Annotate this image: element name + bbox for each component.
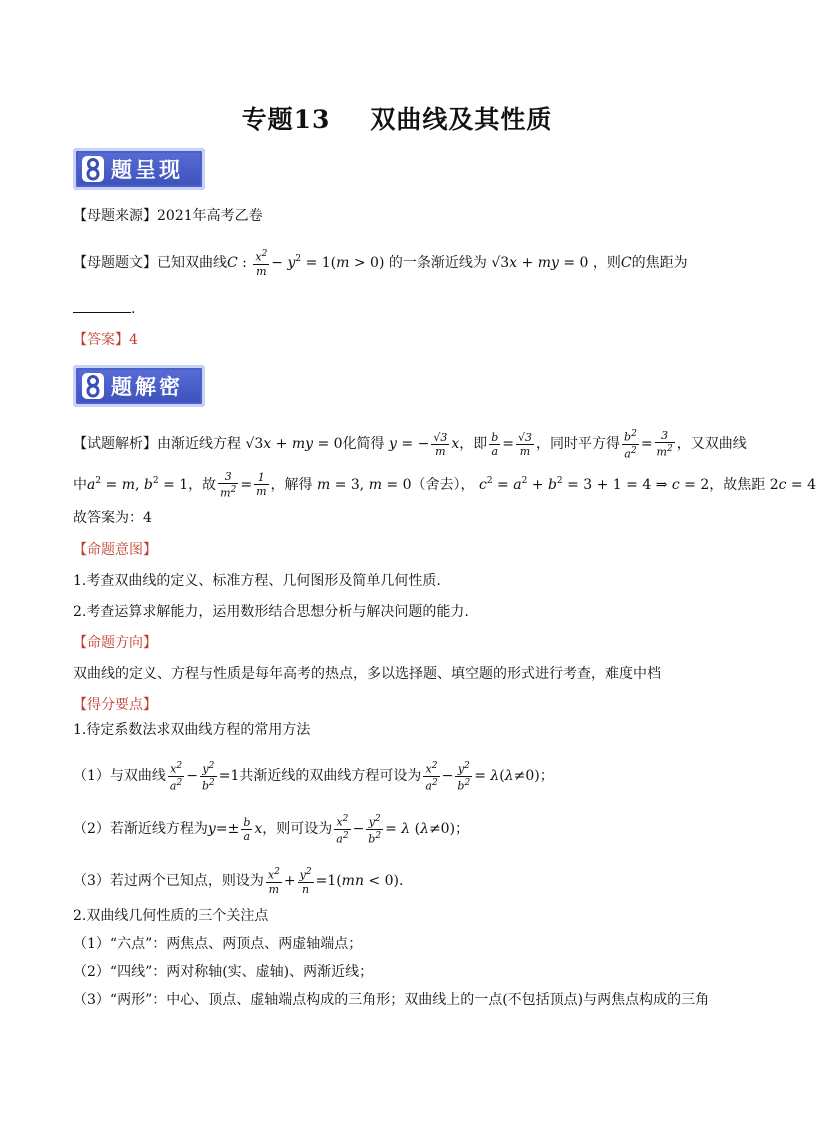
curve-label-2: C: [620, 254, 632, 271]
equation-frac: $\frac{x^2}{m}$: [255, 249, 268, 278]
source-tag: 【母题来源】: [73, 208, 157, 224]
analysis-text: （舍去），: [411, 476, 475, 493]
analysis-text: ，故焦距: [709, 476, 766, 493]
badge-present-label: 题呈现: [111, 158, 183, 182]
eight-icon: [81, 155, 105, 183]
points-text: （2）若渐近线方程为: [73, 821, 208, 838]
intent-item-2: 2.考查运算求解能力，运用数形结合思想分析与解决问题的能力.: [73, 604, 469, 620]
points-step-1: （1）与双曲线 $\frac{x^2}{a^2}$ − $\frac{y^2}{b^2}$ =1共渐近线的双曲线方程可设为 $\frac{x^2}{a^2}$ − $\frac{y^2}{b^2}$ = λ(λ≠0)；: [73, 761, 554, 793]
source-text: 2021年高考乙卷: [157, 208, 263, 224]
analysis-conclusion: 故答案为：4: [73, 510, 152, 526]
question-end: ，则: [592, 254, 621, 271]
question-tail: 的焦距为: [631, 254, 688, 271]
eight-icon: [81, 372, 105, 400]
points-text: .: [398, 872, 404, 889]
title-main: 双曲线及其性质: [370, 105, 553, 134]
points-heading-2: 2.双曲线几何性质的三个关注点: [73, 908, 269, 924]
answer-tag: 【答案】: [73, 332, 129, 348]
points-heading-1: 1.待定系数法求双曲线方程的常用方法: [73, 722, 311, 738]
analysis-line-1: 【试题解析】由渐近线方程 √3x + my = 0化简得 y = − $\frac{√3}{m}$ x，即 $\frac{b}{a}$ = $\frac{√3}{m}$ ，同时平方得 $\frac{b^2}{a^2}$ = $\frac{3}{m^2}$ ，又双曲线: [73, 429, 747, 461]
points-tag: 【得分要点】: [73, 697, 157, 713]
points-text: （3）若过两个已知点，则设为: [73, 872, 264, 889]
analysis-text: ，同时平方得: [536, 436, 621, 453]
question-mid: 的一条渐近线为: [388, 254, 487, 271]
answer-blank: .: [73, 298, 135, 319]
title-prefix: 专题13: [241, 105, 331, 134]
analysis-text: ，即: [459, 436, 488, 453]
question-tag: 【母题题文】: [73, 254, 157, 271]
points-text: ；: [539, 768, 554, 785]
direction-text: 双曲线的定义、方程与性质是每年高考的热点，多以选择题、填空题的形式进行考查，难度中档: [73, 666, 661, 682]
answer-value: 4: [129, 332, 138, 348]
analysis-tag: 【试题解析】: [73, 436, 157, 453]
points-text: ，则可设为: [262, 821, 333, 838]
analysis-text: 化简得: [342, 436, 385, 453]
intent-item-1: 1.考查双曲线的定义、标准方程、几何图形及简单几何性质.: [73, 573, 441, 589]
points-item-2: （2）“四线”：两对称轴(实、虚轴)、两渐近线；: [73, 964, 374, 980]
curve-label: C: [227, 254, 238, 271]
question-intro: 已知双曲线: [157, 254, 227, 271]
intent-tag: 【命题意图】: [73, 542, 157, 558]
points-item-1: （1）“六点”：两焦点、两顶点、两虚轴端点；: [73, 936, 363, 952]
points-text: （1）与双曲线: [73, 768, 166, 785]
page-title: [0, 100, 794, 136]
source-line: [73, 206, 263, 226]
direction-tag: 【命题方向】: [73, 635, 157, 651]
points-step-2: （2）若渐近线方程为y=± $\frac{b}{a}$ x，则可设为 $\frac{x^2}{a^2}$ − $\frac{y^2}{b^2}$ = λ (λ≠0)；: [73, 814, 470, 846]
analysis-text: ，故: [188, 476, 217, 493]
analysis-line-2: 中$a^2 = m$, $b^2 = 1$，故 $\frac{3}{m^2}$ = $\frac{1}{m}$ ，解得 m = 3, m = 0（舍去）， $c^2 = a^2 + b^2 = 3 + 1 = 4$ ⇒ c = 2，故焦距 2c = 4: [73, 470, 816, 500]
badge-present: [73, 148, 205, 190]
points-text: ；: [455, 821, 470, 838]
analysis-text: ，又双曲线: [676, 436, 747, 453]
badge-decrypt-label: 题解密: [111, 375, 183, 399]
points-text: 共渐近线的双曲线方程可设为: [239, 768, 422, 785]
badge-decrypt: [73, 365, 205, 407]
answer-line: [73, 330, 138, 350]
analysis-text: 中: [73, 476, 87, 493]
question-line: 【母题题文】已知双曲线C : $\frac{x^2}{m}$ − $y^2 = 1(m > 0)$ 的一条渐近线为 √3x + my = 0 ，则C的焦距为: [73, 249, 688, 278]
points-item-3: （3）“两形”：中心、顶点、虚轴端点构成的三角形；双曲线上的一点(不包括顶点)与两焦点构成的三角: [73, 992, 710, 1008]
analysis-text: 由渐近线方程: [157, 436, 241, 453]
analysis-text: ，解得: [270, 476, 313, 493]
points-step-3: （3）若过两个已知点，则设为 $\frac{x^2}{m}$ + $\frac{y^2}{n}$ =1(mn < 0).: [73, 867, 404, 896]
